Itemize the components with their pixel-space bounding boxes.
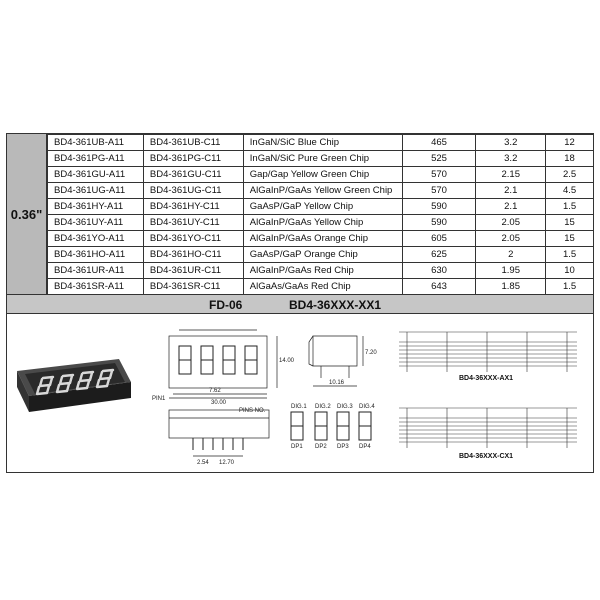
cell-vf: 3.2 — [476, 151, 546, 167]
cell-vf: 2.05 — [476, 231, 546, 247]
cell-ca: BD4-361YO-A11 — [48, 231, 144, 247]
dp-label: DP3 — [337, 444, 349, 450]
cell-wl: 643 — [402, 279, 476, 295]
cell-cc: BD4-361UY-C11 — [143, 215, 243, 231]
cell-wl: 605 — [402, 231, 476, 247]
drawing-area — [7, 314, 593, 472]
cell-vf: 1.85 — [476, 279, 546, 295]
cell-cc: BD4-361UG-C11 — [143, 183, 243, 199]
cell-ca: BD4-361UY-A11 — [48, 215, 144, 231]
model-code: FD-06 — [209, 298, 243, 312]
front-view-drawing — [169, 330, 277, 398]
cell-wl: 570 — [402, 183, 476, 199]
cell-vf: 3.2 — [476, 135, 546, 151]
cell-vf: 1.95 — [476, 263, 546, 279]
dig-label: DIG.1 — [291, 404, 307, 410]
cell-chip: GaAsP/GaP Orange Chip — [243, 247, 402, 263]
cell-chip: AlGaAs/GaAs Red Chip — [243, 279, 402, 295]
cell-chip: AlGaInP/GaAs Yellow Green Chip — [243, 183, 402, 199]
cell-wl: 590 — [402, 215, 476, 231]
dig-label: DIG.4 — [359, 404, 375, 410]
dp-label: DP2 — [315, 444, 327, 450]
segment-diagram — [291, 412, 371, 440]
cell-wl: 465 — [402, 135, 476, 151]
size-label: 0.36" — [7, 134, 47, 294]
cell-wl: 525 — [402, 151, 476, 167]
circuit-caption-ax: BD4-36XXX-AX1 — [459, 375, 514, 382]
cell-chip: Gap/Gap Yellow Green Chip — [243, 167, 402, 183]
cell-chip: AlGaInP/GaAs Orange Chip — [243, 231, 402, 247]
cell-chip: InGaN/SiC Pure Green Chip — [243, 151, 402, 167]
cell-cc: BD4-361HY-C11 — [143, 199, 243, 215]
dim-d8: 12.70 — [219, 460, 235, 466]
dig-label: DIG.3 — [337, 404, 353, 410]
table-row — [48, 151, 594, 167]
cell-wl: 625 — [402, 247, 476, 263]
cell-ca: BD4-361HO-A11 — [48, 247, 144, 263]
cell-wl: 590 — [402, 199, 476, 215]
cell-ca: BD4-361UG-A11 — [48, 183, 144, 199]
table-row — [48, 263, 594, 279]
cell-wl: 630 — [402, 263, 476, 279]
circuit-caption-cx: BD4-36XXX-CX1 — [459, 453, 514, 460]
dim-d6: 10.16 — [329, 380, 345, 386]
table-row — [48, 215, 594, 231]
cell-vf: 2.15 — [476, 167, 546, 183]
cell-iv: 1.5 — [546, 279, 594, 295]
cell-vf: 2 — [476, 247, 546, 263]
table-row — [48, 279, 594, 295]
circuit-diagram-cx — [399, 408, 577, 448]
cell-iv: 15 — [546, 215, 594, 231]
dim-d1: 7.62 — [209, 388, 221, 394]
cell-iv: 2.5 — [546, 167, 594, 183]
cell-iv: 15 — [546, 231, 594, 247]
cell-iv: 1.5 — [546, 247, 594, 263]
cell-ca: BD4-361UB-A11 — [48, 135, 144, 151]
dim-d3: 30.00 — [211, 400, 227, 406]
cell-iv: 10 — [546, 263, 594, 279]
dim-d4: 14.00 — [279, 358, 295, 364]
table-row — [48, 167, 594, 183]
cell-ca: BD4-361GU-A11 — [48, 167, 144, 183]
pins-label: PINS NO. — [239, 408, 266, 414]
datasheet-panel — [6, 133, 594, 473]
model-band — [7, 294, 593, 314]
dim-d7: 2.54 — [197, 460, 209, 466]
cell-ca: BD4-361UR-A11 — [48, 263, 144, 279]
table-row — [48, 247, 594, 263]
cell-chip: GaAsP/GaP Yellow Chip — [243, 199, 402, 215]
dim-d5: 7.20 — [365, 350, 377, 356]
table-row — [48, 135, 594, 151]
drawing-svg — [7, 314, 593, 472]
cell-cc: BD4-361UR-C11 — [143, 263, 243, 279]
series-code: BD4-36XXX-XX1 — [289, 298, 382, 312]
cell-iv: 4.5 — [546, 183, 594, 199]
side-view-drawing — [309, 336, 363, 386]
cell-ca: BD4-361HY-A11 — [48, 199, 144, 215]
dig-label: DIG.2 — [315, 404, 331, 410]
spec-table — [47, 134, 594, 295]
cell-ca: BD4-361PG-A11 — [48, 151, 144, 167]
cell-cc: BD4-361SR-C11 — [143, 279, 243, 295]
table-row — [48, 199, 594, 215]
cell-chip: InGaN/SiC Blue Chip — [243, 135, 402, 151]
cell-cc: BD4-361HO-C11 — [143, 247, 243, 263]
cell-cc: BD4-361PG-C11 — [143, 151, 243, 167]
product-photo — [17, 359, 131, 412]
cell-cc: BD4-361YO-C11 — [143, 231, 243, 247]
dp-label: DP4 — [359, 444, 371, 450]
cell-vf: 2.05 — [476, 215, 546, 231]
table-row — [48, 183, 594, 199]
bottom-view-drawing — [169, 410, 269, 456]
cell-iv: 1.5 — [546, 199, 594, 215]
cell-vf: 2.1 — [476, 183, 546, 199]
cell-chip: AlGaInP/GaAs Red Chip — [243, 263, 402, 279]
cell-cc: BD4-361UB-C11 — [143, 135, 243, 151]
dp-label: DP1 — [291, 444, 303, 450]
cell-cc: BD4-361GU-C11 — [143, 167, 243, 183]
cell-vf: 2.1 — [476, 199, 546, 215]
pin1-label: PIN1 — [152, 396, 166, 402]
cell-chip: AlGaInP/GaAs Yellow Chip — [243, 215, 402, 231]
cell-ca: BD4-361SR-A11 — [48, 279, 144, 295]
circuit-diagram-ax — [399, 332, 577, 372]
cell-iv: 12 — [546, 135, 594, 151]
table-row — [48, 231, 594, 247]
cell-wl: 570 — [402, 167, 476, 183]
cell-iv: 18 — [546, 151, 594, 167]
